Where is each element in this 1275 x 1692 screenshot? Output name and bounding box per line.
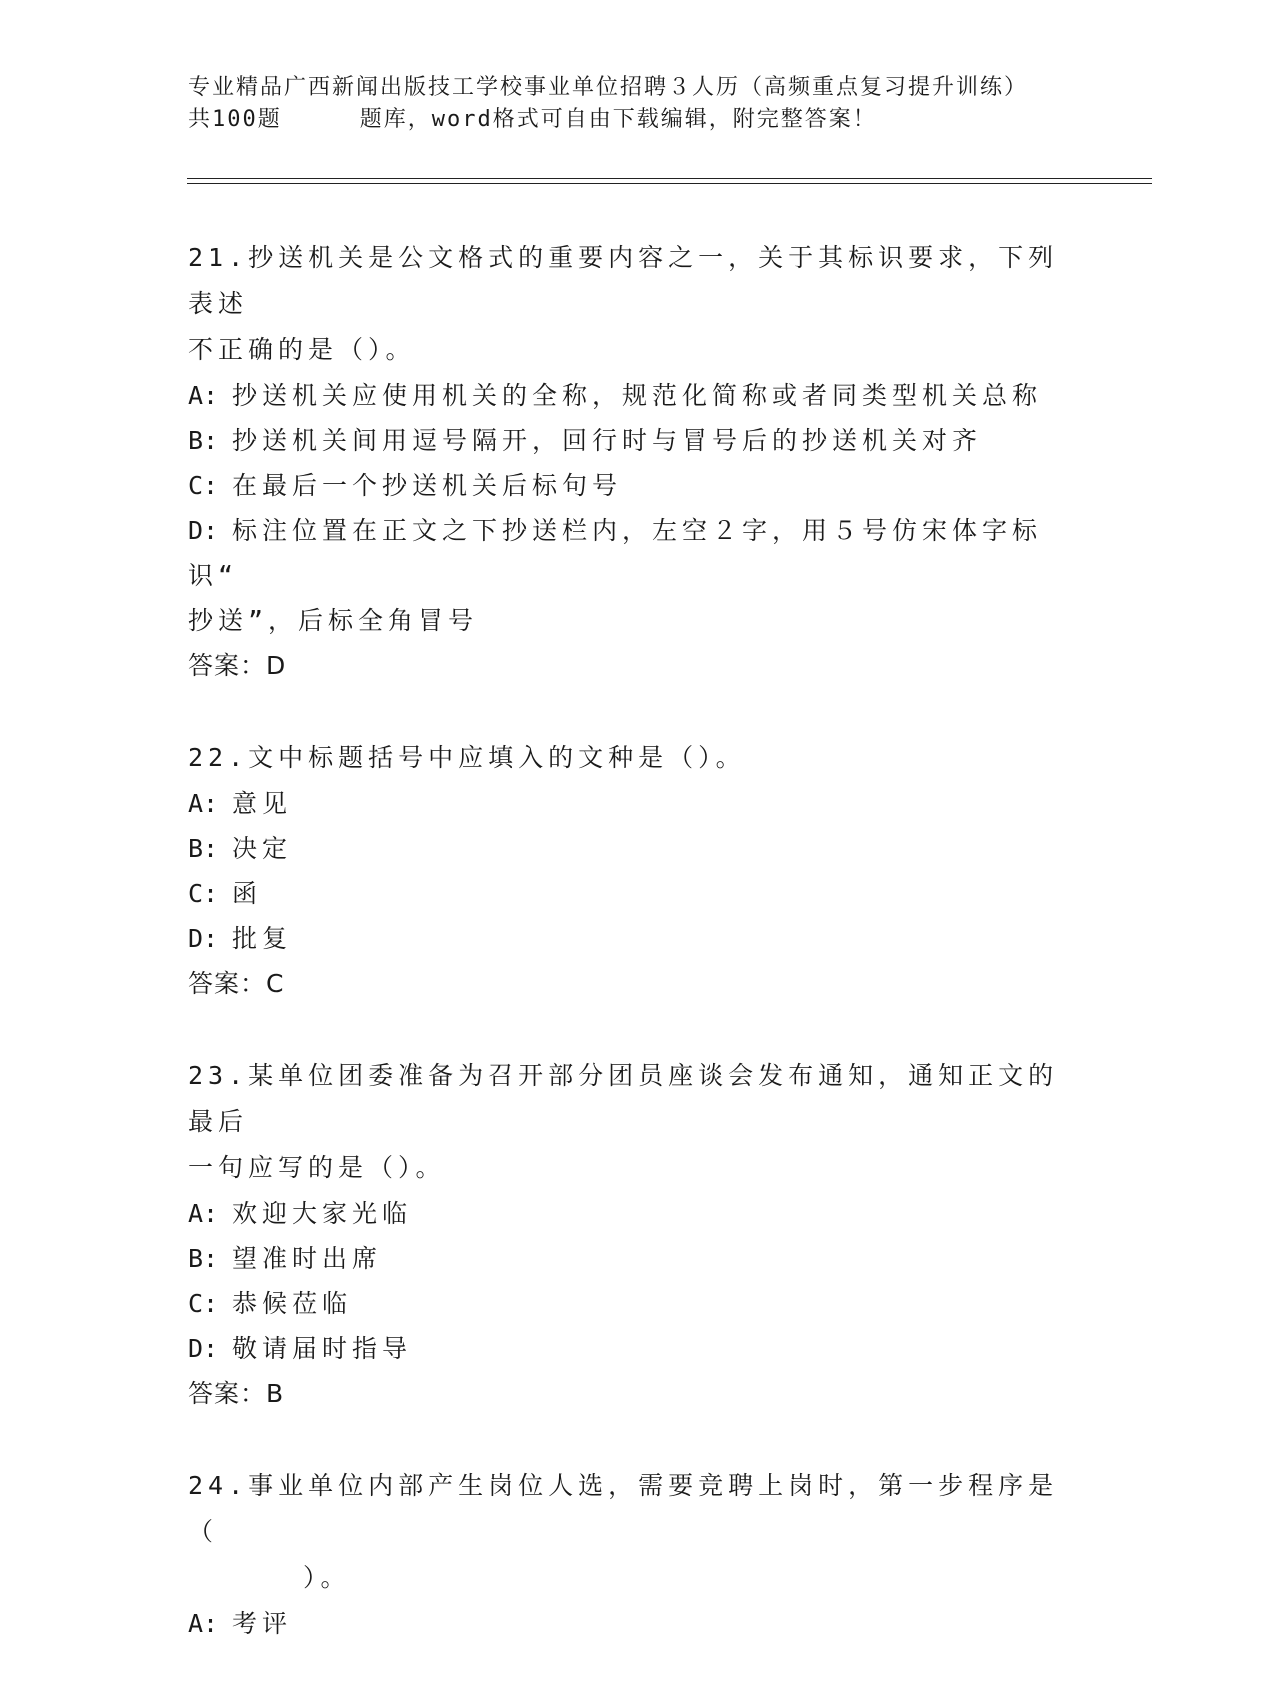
answer-label: 答案：C xyxy=(188,969,285,998)
option-label: D: xyxy=(188,516,219,545)
question-23 xyxy=(188,1053,1088,1417)
header-subtitle-line xyxy=(188,104,1088,136)
question-stem-continued xyxy=(188,1555,1088,1601)
question-21 xyxy=(188,235,1088,689)
header-divider-bottom xyxy=(187,183,1152,184)
question-stem-continued: 不正确的是（）。 xyxy=(188,335,416,364)
option-text: 在最后一个抄送机关后标句号 xyxy=(232,471,623,500)
header-divider-top xyxy=(187,178,1152,179)
option-label: D: xyxy=(188,924,219,953)
option-text: 批复 xyxy=(232,924,293,953)
question-count: 共100题 xyxy=(188,107,282,132)
option-label: C: xyxy=(188,879,219,908)
document-header xyxy=(188,72,1088,136)
option-label: A: xyxy=(188,381,219,410)
option-a xyxy=(188,1191,1088,1236)
option-label: D: xyxy=(188,1334,219,1363)
option-c xyxy=(188,871,1088,916)
answer-label: 答案：B xyxy=(188,1379,285,1408)
header-title-line: 专业精品广西新闻出版技工学校事业单位招聘３人历（高频重点复习提升训练） xyxy=(188,75,1029,100)
question-stem: 21.抄送机关是公文格式的重要内容之一，关于其标识要求，下列表述 xyxy=(188,243,1059,318)
option-text: 抄送机关应使用机关的全称，规范化简称或者同类型机关总称 xyxy=(232,381,1043,410)
option-text: 函 xyxy=(232,879,263,908)
option-d xyxy=(188,916,1088,961)
question-stem: 22.文中标题括号中应填入的文种是（）。 xyxy=(188,743,746,772)
option-d-continued: 抄送”，后标全角冒号 xyxy=(188,606,479,635)
option-label: A: xyxy=(188,789,219,818)
option-label: B: xyxy=(188,834,219,863)
option-c xyxy=(188,463,1088,508)
option-text: 欢迎大家光临 xyxy=(232,1199,413,1228)
option-b xyxy=(188,418,1088,463)
question-stem: 23.某单位团委准备为召开部分团员座谈会发布通知，通知正文的最后 xyxy=(188,1061,1059,1136)
question-stem-tail: ）。 xyxy=(303,1563,351,1592)
answer-label: 答案：D xyxy=(188,651,287,680)
option-text: 望准时出席 xyxy=(232,1244,383,1273)
option-a xyxy=(188,781,1088,826)
question-22 xyxy=(188,735,1088,1007)
question-stem: 24.事业单位内部产生岗位人选，需要竞聘上岗时，第一步程序是（ xyxy=(188,1471,1059,1546)
option-text: 标注位置在正文之下抄送栏内，左空２字，用５号仿宋体字标识“ xyxy=(188,516,1043,590)
option-b xyxy=(188,826,1088,871)
option-text: 决定 xyxy=(232,834,293,863)
option-label: A: xyxy=(188,1609,219,1638)
question-stem-continued: 一句应写的是（）。 xyxy=(188,1153,446,1182)
option-c xyxy=(188,1281,1088,1326)
option-b xyxy=(188,1236,1088,1281)
option-label: C: xyxy=(188,1289,219,1318)
option-label: B: xyxy=(188,426,219,455)
option-label: B: xyxy=(188,1244,219,1273)
option-d xyxy=(188,1326,1088,1371)
question-24 xyxy=(188,1463,1088,1646)
question-list xyxy=(188,235,1088,1692)
option-text: 意见 xyxy=(232,789,293,818)
option-text: 抄送机关间用逗号隔开，回行时与冒号后的抄送机关对齐 xyxy=(232,426,983,455)
option-d xyxy=(188,508,1088,598)
option-a xyxy=(188,373,1088,418)
option-label: C: xyxy=(188,471,219,500)
option-label: A: xyxy=(188,1199,219,1228)
option-text: 恭候莅临 xyxy=(232,1289,353,1318)
header-description: 题库，word格式可自由下载编辑，附完整答案！ xyxy=(359,107,877,132)
option-text: 考评 xyxy=(232,1609,293,1638)
option-a xyxy=(188,1601,1088,1646)
option-text: 敬请届时指导 xyxy=(232,1334,413,1363)
